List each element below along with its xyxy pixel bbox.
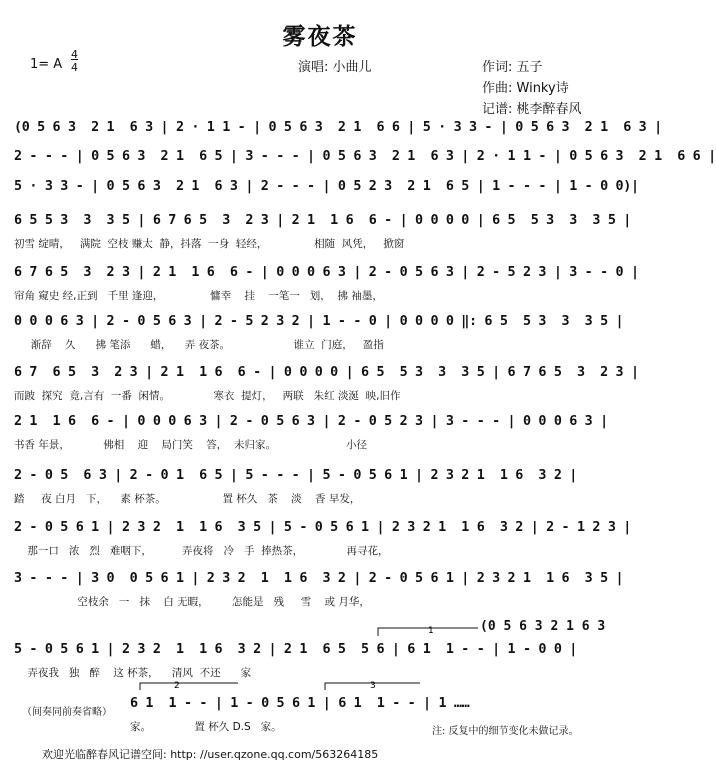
composer-credit: 作曲: Winky诗: [482, 81, 569, 96]
lyric-line: 空枝余 一 抹 白 无暇， 怎能是 残 雪 或 月华，: [14, 596, 370, 608]
notation-line: 2 - - - | 0 5 6 3 2 1 6 5 | 3 - - - | 0 5 6 3 2 1 6 3 | 2 · 1 1 - | 0 5 6 3 2 1 6 6 |: [14, 149, 716, 164]
intro-note: （间奏同前奏省略）: [22, 707, 112, 718]
lyric-line: 帘角 窥史 经,正到 千里 逢迎， 慵幸 挂 一笔一 划， 拂 袖墨，: [14, 290, 383, 302]
first-ending-bracket: [378, 628, 478, 636]
third-ending-bracket: [325, 683, 420, 690]
singer-credit: 演唱: 小曲儿: [298, 60, 372, 75]
lyric-line: 踏 夜 白月 下， 素 杯茶。 置 杯久 茶 淡 香 早发，: [14, 493, 361, 505]
lyric-line: 初雪 绽晴， 满院 空枝 赚太 静，抖落 一身 轻经， 相随 风凭， 掀窗: [14, 238, 405, 250]
notation-line: 5 · 3 3 - | 0 5 6 3 2 1 6 3 | 2 - - - | 0 5 2 3 2 1 6 5 | 1 - - - | 1 - 0 0)|: [14, 179, 639, 194]
time-signature-top: 4: [71, 48, 78, 61]
lyric-line: 那一口 浓 烈 难咽下， 弄夜将 冷 手 捧热茶， 再寻花，: [14, 545, 389, 557]
lyric-line: 而跛 探究 竟,言有 一番 闲情。 寒衣 提灯， 两联 朱红 淡涎 映,旧作: [14, 390, 401, 402]
lyric-line: 弄夜我 独 醉 这 杯茶， 清风 不还 家: [14, 667, 252, 679]
key-signature: 1= A: [30, 57, 63, 72]
first-ending-label: 1: [428, 626, 434, 636]
transcriber-credit: 记谱: 桃李醉春风: [482, 102, 582, 117]
time-signature-bottom: 4: [71, 61, 78, 74]
notation-line: 6 1 1 - - | 1 - 0 5 6 1 | 6 1 1 - - | 1 ……: [130, 696, 470, 711]
notation-line: 6 5 5 3 3 3 5 | 6 7 6 5 3 2 3 | 2 1 1 6 6 - | 0 0 0 0 | 6 5 5 3 3 3 5 |: [14, 213, 631, 228]
notation-line: 2 1 1 6 6 - | 0 0 0 6 3 | 2 - 0 5 6 3 | 2 - 0 5 2 3 | 3 - - - | 0 0 0 6 3 |: [14, 414, 608, 429]
lyric-line: 家。 置 杯久 D.S 家。: [130, 721, 282, 733]
second-ending-label: 2: [174, 681, 180, 691]
notation-line: 3 - - - | 3 0 0 5 6 1 | 2 3 2 1 1 6 3 2 | 2 - 0 5 6 1 | 2 3 2 1 1 6 3 5 |: [14, 571, 624, 586]
lyric-line: 书香 年景， 佛相 迎 局门笑 答， 未归家。 小径: [14, 439, 368, 451]
notation-line: 0 0 0 6 3 | 2 - 0 5 6 3 | 2 - 5 2 3 2 | 1 - - 0 | 0 0 0 0 ‖: 6 5 5 3 3 3 5 |: [14, 314, 624, 329]
notation-line: 2 - 0 5 6 3 | 2 - 0 1 6 5 | 5 - - - | 5 - 0 5 6 1 | 2 3 2 1 1 6 3 2 |: [14, 468, 577, 483]
lyric-line: 渐辞 久 拂 笔添 蜡， 弄 夜茶。 谁立 门庭， 盈指: [14, 339, 384, 351]
song-title: 雾夜茶: [282, 23, 358, 50]
repeat-intro: (0 5 6 3 2 1 6 3: [480, 619, 606, 634]
notation-line: 5 - 0 5 6 1 | 2 3 2 1 1 6 3 2 | 2 1 6 5 5 6 | 6 1 1 - - | 1 - 0 0 |: [14, 642, 577, 657]
second-ending-bracket: [140, 683, 238, 690]
notation-line: 2 - 0 5 6 1 | 2 3 2 1 1 6 3 5 | 5 - 0 5 6 1 | 2 3 2 1 1 6 3 2 | 2 - 1 2 3 |: [14, 520, 631, 535]
third-ending-label: 3: [370, 681, 376, 691]
footnote: 注: 反复中的细节变化未做记录。: [432, 726, 579, 737]
notation-line: 6 7 6 5 3 2 3 | 2 1 1 6 6 - | 0 0 0 0 | 6 5 5 3 3 3 5 | 6 7 6 5 3 2 3 |: [14, 365, 639, 380]
footer-link-text: 欢迎光临醉春风记谱空间: http: //user.qzone.qq.com/563264185: [42, 748, 379, 761]
notation-line: 6 7 6 5 3 2 3 | 2 1 1 6 6 - | 0 0 0 6 3 | 2 - 0 5 6 3 | 2 - 5 2 3 | 3 - - 0 |: [14, 265, 639, 280]
notation-line: (0 5 6 3 2 1 6 3 | 2 · 1 1 - | 0 5 6 3 2 1 6 6 | 5 · 3 3 - | 0 5 6 3 2 1 6 3 |: [14, 120, 662, 135]
lyricist-credit: 作词: 五子: [482, 60, 543, 75]
